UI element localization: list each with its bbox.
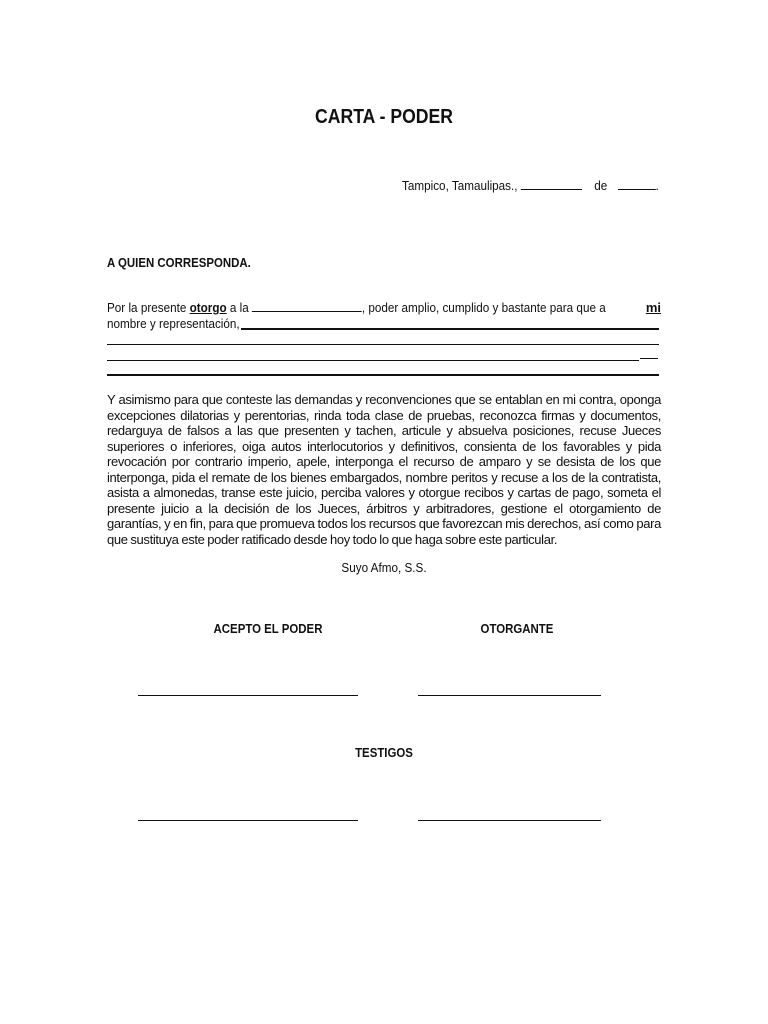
grant-part1: Por la presente — [107, 300, 190, 315]
representation-end-dash — [640, 358, 658, 359]
witnesses-label: TESTIGOS — [355, 745, 413, 760]
grant-row-1-text — [107, 300, 606, 316]
grantor-label: OTORGANTE — [480, 621, 554, 636]
grant-otorgo: otorgo — [189, 300, 227, 315]
document-title: CARTA - PODER — [315, 106, 453, 128]
powers-paragraph: Y asimismo para que conteste las demandas y reconvenciones que se entablan en mi contra, oponga excepciones dilatorias y perentorias, rinda toda clase de pruebas, reconozca firmas y documentos, redarguya de falsos a las que presenten y tachen, articule y absuelva posiciones, recuse Jueces superiores o inferiores, oiga autos interlocutorios y definitivos, consienta de los favorables y pida revocación por contrario imperio, apele, interponga el recurso de amparo y se desista de los que interponga, pida el remate de los bienes embargados, nombre peritos y recuse a los de la contratista, asista a almonedas, transe este juicio, perciba valores y otorgue recibos y cartas de pago, someta el presente juicio a la decisión de los Jueces, árbitros y arbitradores, gestione el otorgamiento de garantías, y en fin, para que promueva todos los recursos que favorezcan mis derechos, así como para que sustituya este poder ratificado desde hoy todo lo que haga sobre este particular. — [107, 392, 661, 547]
date-end: . — [655, 178, 659, 193]
grant-part2: a la — [226, 300, 253, 315]
representation-fill-line-3[interactable] — [107, 360, 639, 361]
salutation: A QUIEN CORRESPONDA. — [107, 255, 251, 270]
date-day-blank[interactable] — [521, 178, 582, 190]
place-prefix: Tampico, Tamaulipas., — [402, 178, 518, 193]
representation-fill-line-1[interactable] — [241, 328, 659, 330]
grant-part3: , poder amplio, cumplido y bastante para que a — [361, 300, 606, 315]
grantee-name-blank[interactable] — [252, 300, 362, 312]
accept-signature-line[interactable] — [138, 695, 358, 696]
date-month-blank[interactable] — [618, 178, 656, 190]
grant-part4: nombre y representación, — [107, 316, 240, 331]
accept-power-label: ACEPTO EL PODER — [213, 621, 323, 636]
grant-mi: mi — [645, 300, 661, 315]
closing-line: Suyo Afmo, S.S. — [341, 560, 427, 575]
place-date-line — [402, 178, 659, 193]
representation-fill-line-2[interactable] — [107, 344, 659, 345]
date-connector: de — [594, 178, 608, 193]
witness-2-signature-line[interactable] — [418, 820, 601, 821]
grant-row-1 — [107, 300, 661, 316]
grantor-signature-line[interactable] — [418, 695, 601, 696]
witness-1-signature-line[interactable] — [138, 820, 358, 821]
representation-fill-line-4[interactable] — [107, 374, 659, 376]
